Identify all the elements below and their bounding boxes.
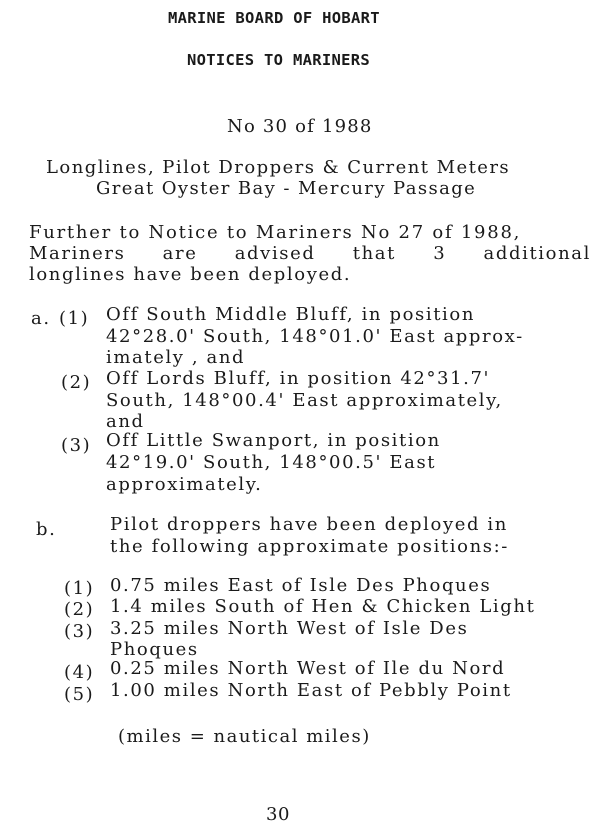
section-b-item-line: 0.25 miles North West of Ile du Nord bbox=[110, 658, 506, 679]
intro-line-3: longlines have been deployed. bbox=[29, 264, 352, 285]
section-a-item-3-line: Off Little Swanport, in position bbox=[106, 430, 441, 451]
section-a-item-1-line: imately , and bbox=[106, 347, 246, 368]
section-a-item-1-line: 42°28.0' South, 148°01.0' East approx- bbox=[106, 326, 524, 347]
section-a-label: a. bbox=[31, 308, 51, 329]
subject-line-2: Great Oyster Bay - Mercury Passage bbox=[96, 178, 477, 199]
section-a-item-3-line: 42°19.0' South, 148°00.5' East bbox=[106, 452, 437, 473]
subject-line-1: Longlines, Pilot Droppers & Current Meters bbox=[46, 157, 511, 178]
section-b-item-number: (3) bbox=[64, 621, 95, 642]
section-a-item-2-line: South, 148°00.4' East approximately, bbox=[106, 390, 503, 411]
intro-word: Mariners bbox=[29, 243, 126, 264]
intro-word: 3 bbox=[433, 243, 447, 264]
section-a-item-2-number: (2) bbox=[61, 372, 92, 393]
section-b-item-line: 1.00 miles North East of Pebbly Point bbox=[110, 680, 512, 701]
section-b-item-line: 1.4 miles South of Hen & Chicken Light bbox=[110, 596, 536, 617]
page-number: 30 bbox=[266, 804, 290, 825]
intro-word: additional bbox=[483, 243, 591, 264]
notice-title: NOTICES TO MARINERS bbox=[187, 51, 371, 69]
intro-word: advised bbox=[234, 243, 316, 264]
units-note: (miles = nautical miles) bbox=[118, 726, 371, 747]
section-a-item-3-number: (3) bbox=[61, 435, 92, 456]
section-b-item-line: 3.25 miles North West of Isle Des bbox=[110, 618, 469, 639]
section-b-item-number: (5) bbox=[64, 684, 95, 705]
notice-number: No 30 of 1988 bbox=[227, 116, 373, 137]
section-b-item-line: Phoques bbox=[110, 639, 199, 660]
section-b-label: b. bbox=[36, 519, 57, 540]
section-a-item-2-line: and bbox=[106, 411, 145, 432]
intro-word: are bbox=[162, 243, 198, 264]
section-b-intro-line: Pilot droppers have been deployed in bbox=[110, 514, 508, 535]
section-b-intro-line: the following approximate positions:- bbox=[110, 536, 509, 557]
intro-line-2 bbox=[29, 243, 591, 264]
section-a-item-1-number: (1) bbox=[59, 308, 90, 329]
section-b-item-number: (1) bbox=[64, 578, 95, 599]
section-a-item-3-line: approximately. bbox=[106, 474, 263, 495]
section-b-item-number: (2) bbox=[64, 599, 95, 620]
section-a-item-1-line: Off South Middle Bluff, in position bbox=[106, 304, 476, 325]
section-a-item-2-line: Off Lords Bluff, in position 42°31.7' bbox=[106, 368, 491, 389]
intro-word: that bbox=[352, 243, 396, 264]
section-b-item-line: 0.75 miles East of Isle Des Phoques bbox=[110, 575, 492, 596]
intro-line-1: Further to Notice to Mariners No 27 of 1988, bbox=[29, 222, 522, 243]
organization-heading: MARINE BOARD OF HOBART bbox=[168, 9, 380, 27]
section-b-item-number: (4) bbox=[64, 662, 95, 683]
